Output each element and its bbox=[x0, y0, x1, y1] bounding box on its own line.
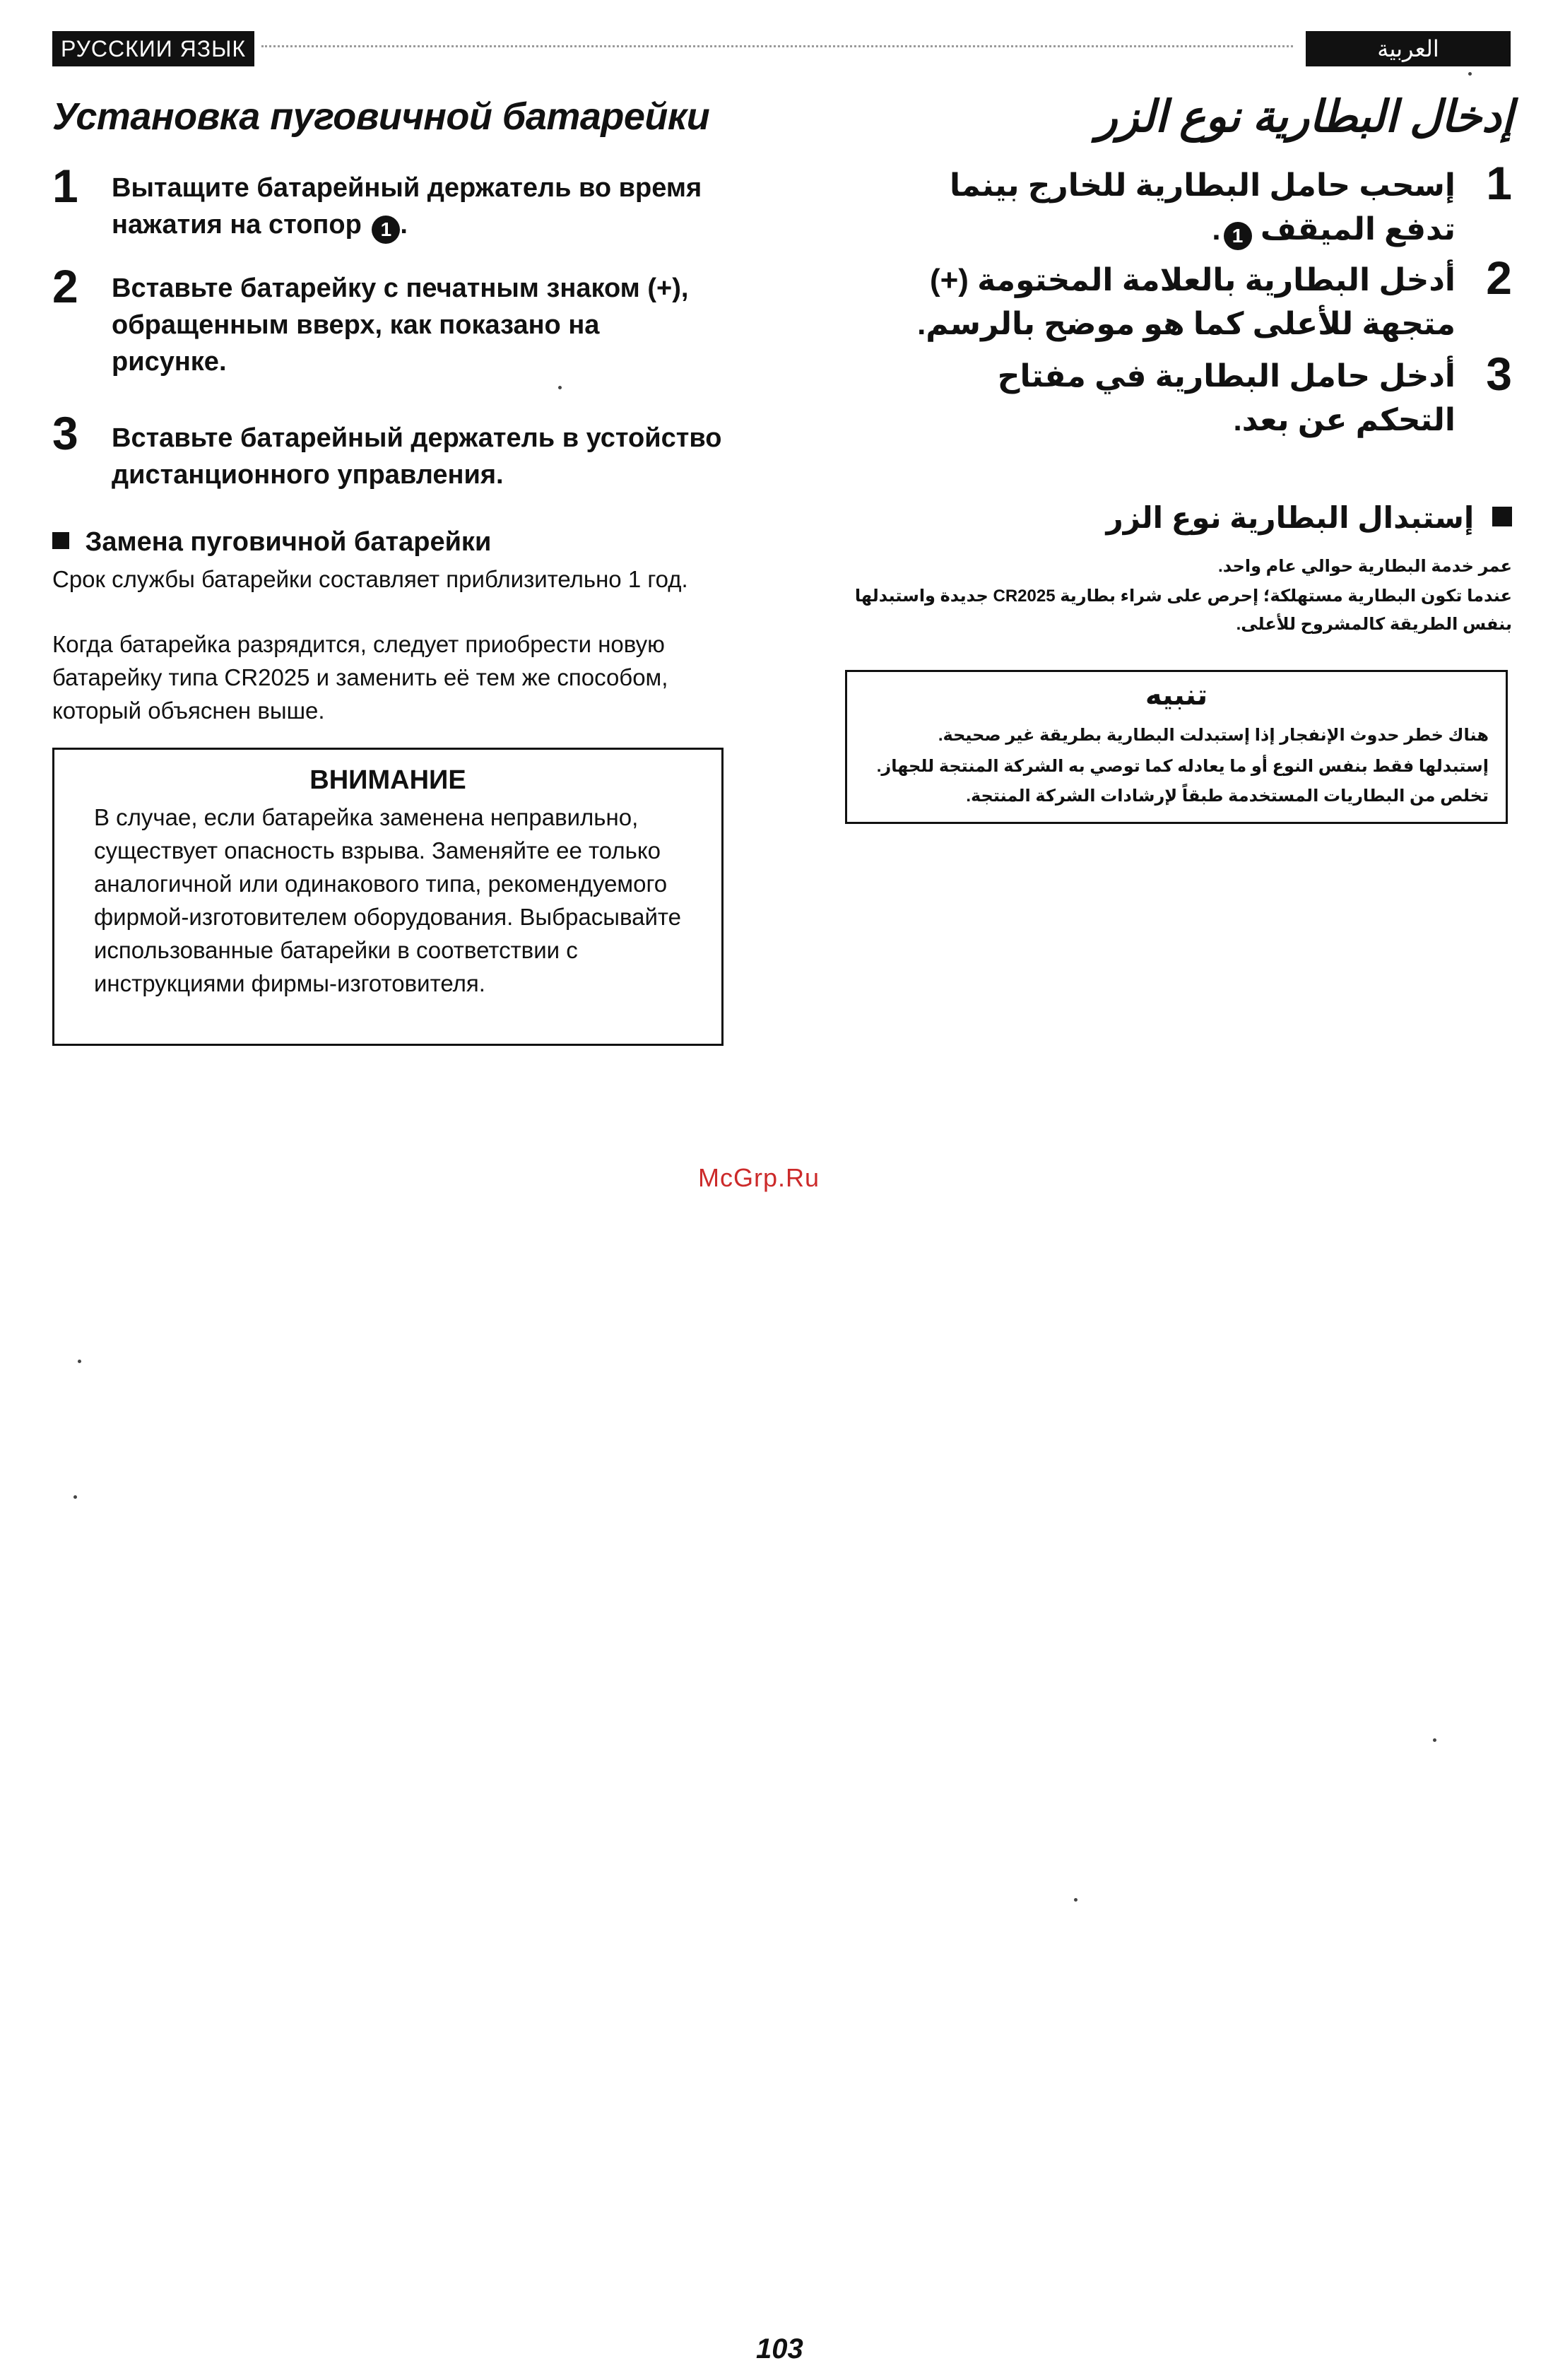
russian-language-tab bbox=[52, 31, 254, 66]
ru-step-3-text: Вставьте батарейный держатель в устойство дистанционного управления. bbox=[112, 423, 722, 490]
ru-caution-title: ВНИМАНИЕ bbox=[309, 765, 466, 795]
ar-replace-heading bbox=[989, 500, 1512, 535]
ar-replace-paragraph-2: عندما تكون البطارية مستهلكة؛ إحرص على شراء بطارية CR2025 جديدة واستبدلها بنفس الطريقة كالمشروح للأعلى. bbox=[854, 587, 1512, 634]
ru-replace-heading bbox=[52, 527, 731, 558]
square-bullet-icon bbox=[52, 532, 69, 549]
ru-step-3-number: 3 bbox=[52, 407, 78, 459]
ru-caution-box bbox=[52, 748, 724, 1046]
arabic-language-tab bbox=[1306, 31, 1511, 66]
scan-speck bbox=[1468, 72, 1472, 76]
ar-caution-title: تنبيه bbox=[1145, 680, 1208, 711]
ar-section-title: إدخال البطارية نوع الزر bbox=[1096, 93, 1513, 141]
scan-speck bbox=[558, 386, 562, 389]
ru-section-title: Установка пуговичной батарейки bbox=[52, 95, 710, 138]
ru-step-1-number: 1 bbox=[52, 160, 78, 212]
ru-caution-text: В случае, если батарейка заменена неправильно, существует опасность взрыва. Заменяйте ее только аналогичной или одинакового типа, рекомендуемого фирмой-изготовителем оборудования. Выбрасывайте использованные батарейки в соответствии с инструкциями фирмы-изготовителя. bbox=[94, 804, 682, 996]
scan-speck bbox=[1433, 1738, 1436, 1742]
ru-replace-heading-text: Замена пуговичной батарейки bbox=[85, 527, 492, 557]
arabic-language-tab-label: العربية bbox=[1377, 36, 1439, 61]
ar-step-3-number: 3 bbox=[1486, 348, 1512, 400]
ar-step-2-text: أدخل البطارية بالعلامة المختومة (+) متجهة للأعلى كما هو موضح بالرسم. bbox=[917, 263, 1456, 341]
russian-language-tab-label: РУССКИИ ЯЗЫК bbox=[60, 35, 247, 61]
ru-step-1-text-block: Вытащите батарейный держатель во время нажатия на стопор 1 . bbox=[112, 170, 719, 244]
ar-caution-line-2: إستبدلها فقط بنفس النوع أو ما يعادله كما توصي به الشركة المنتجة للجهاز. bbox=[876, 757, 1489, 776]
ru-replace-paragraph-2: Когда батарейка разрядится, следует приобрести новую батарейку типа CR2025 и заменить её тем же способом, который объяснен выше. bbox=[52, 631, 668, 724]
ru-step-1-text: Вытащите батарейный держатель во время нажатия на стопор bbox=[112, 173, 702, 240]
stopper-marker-icon: 1 bbox=[372, 216, 400, 244]
ar-replace-heading-text: إستبدال البطارية نوع الزر bbox=[1106, 501, 1475, 534]
ar-replace-paragraph-1: عمر خدمة البطارية حوالي عام واحد. bbox=[1218, 557, 1512, 576]
scan-speck bbox=[78, 1360, 81, 1363]
ar-step-1-text-block: إسحب حامل البطارية للخارج بينما تدفع الميقف 1. bbox=[904, 164, 1456, 252]
ru-step-2-number: 2 bbox=[52, 260, 78, 312]
scan-speck bbox=[1074, 1898, 1077, 1902]
ar-caution-line-3: تخلص من البطاريات المستخدمة طبقاً لإرشادات الشركة المنتجة. bbox=[966, 787, 1489, 806]
ar-caution-line-1: هناك خطر حدوث الإنفجار إذا إستبدلت البطارية بطريقة غير صحيحة. bbox=[938, 726, 1489, 745]
scan-speck bbox=[73, 1495, 77, 1499]
page-number: 103 bbox=[756, 2333, 803, 2364]
ar-step-1-number: 1 bbox=[1486, 157, 1512, 209]
ar-caution-box bbox=[845, 670, 1508, 824]
header-divider bbox=[261, 45, 1293, 47]
ar-stopper-marker-icon: 1 bbox=[1224, 222, 1252, 250]
ar-step-3-text: أدخل حامل البطارية في مفتاح التحكم عن بعد. bbox=[997, 359, 1456, 437]
ar-step-1-text: إسحب حامل البطارية للخارج بينما تدفع الميقف bbox=[950, 168, 1456, 247]
watermark-text: McGrp.Ru bbox=[698, 1163, 820, 1192]
ru-replace-paragraph-1: Срок службы батарейки составляет приблизительно 1 год. bbox=[52, 566, 688, 592]
ar-step-2-number: 2 bbox=[1486, 252, 1512, 304]
ru-step-2-text: Вставьте батарейку с печатным знаком (+), обращенным вверх, как показано на рисунке. bbox=[112, 273, 689, 377]
ar-square-bullet-icon bbox=[1492, 507, 1512, 526]
